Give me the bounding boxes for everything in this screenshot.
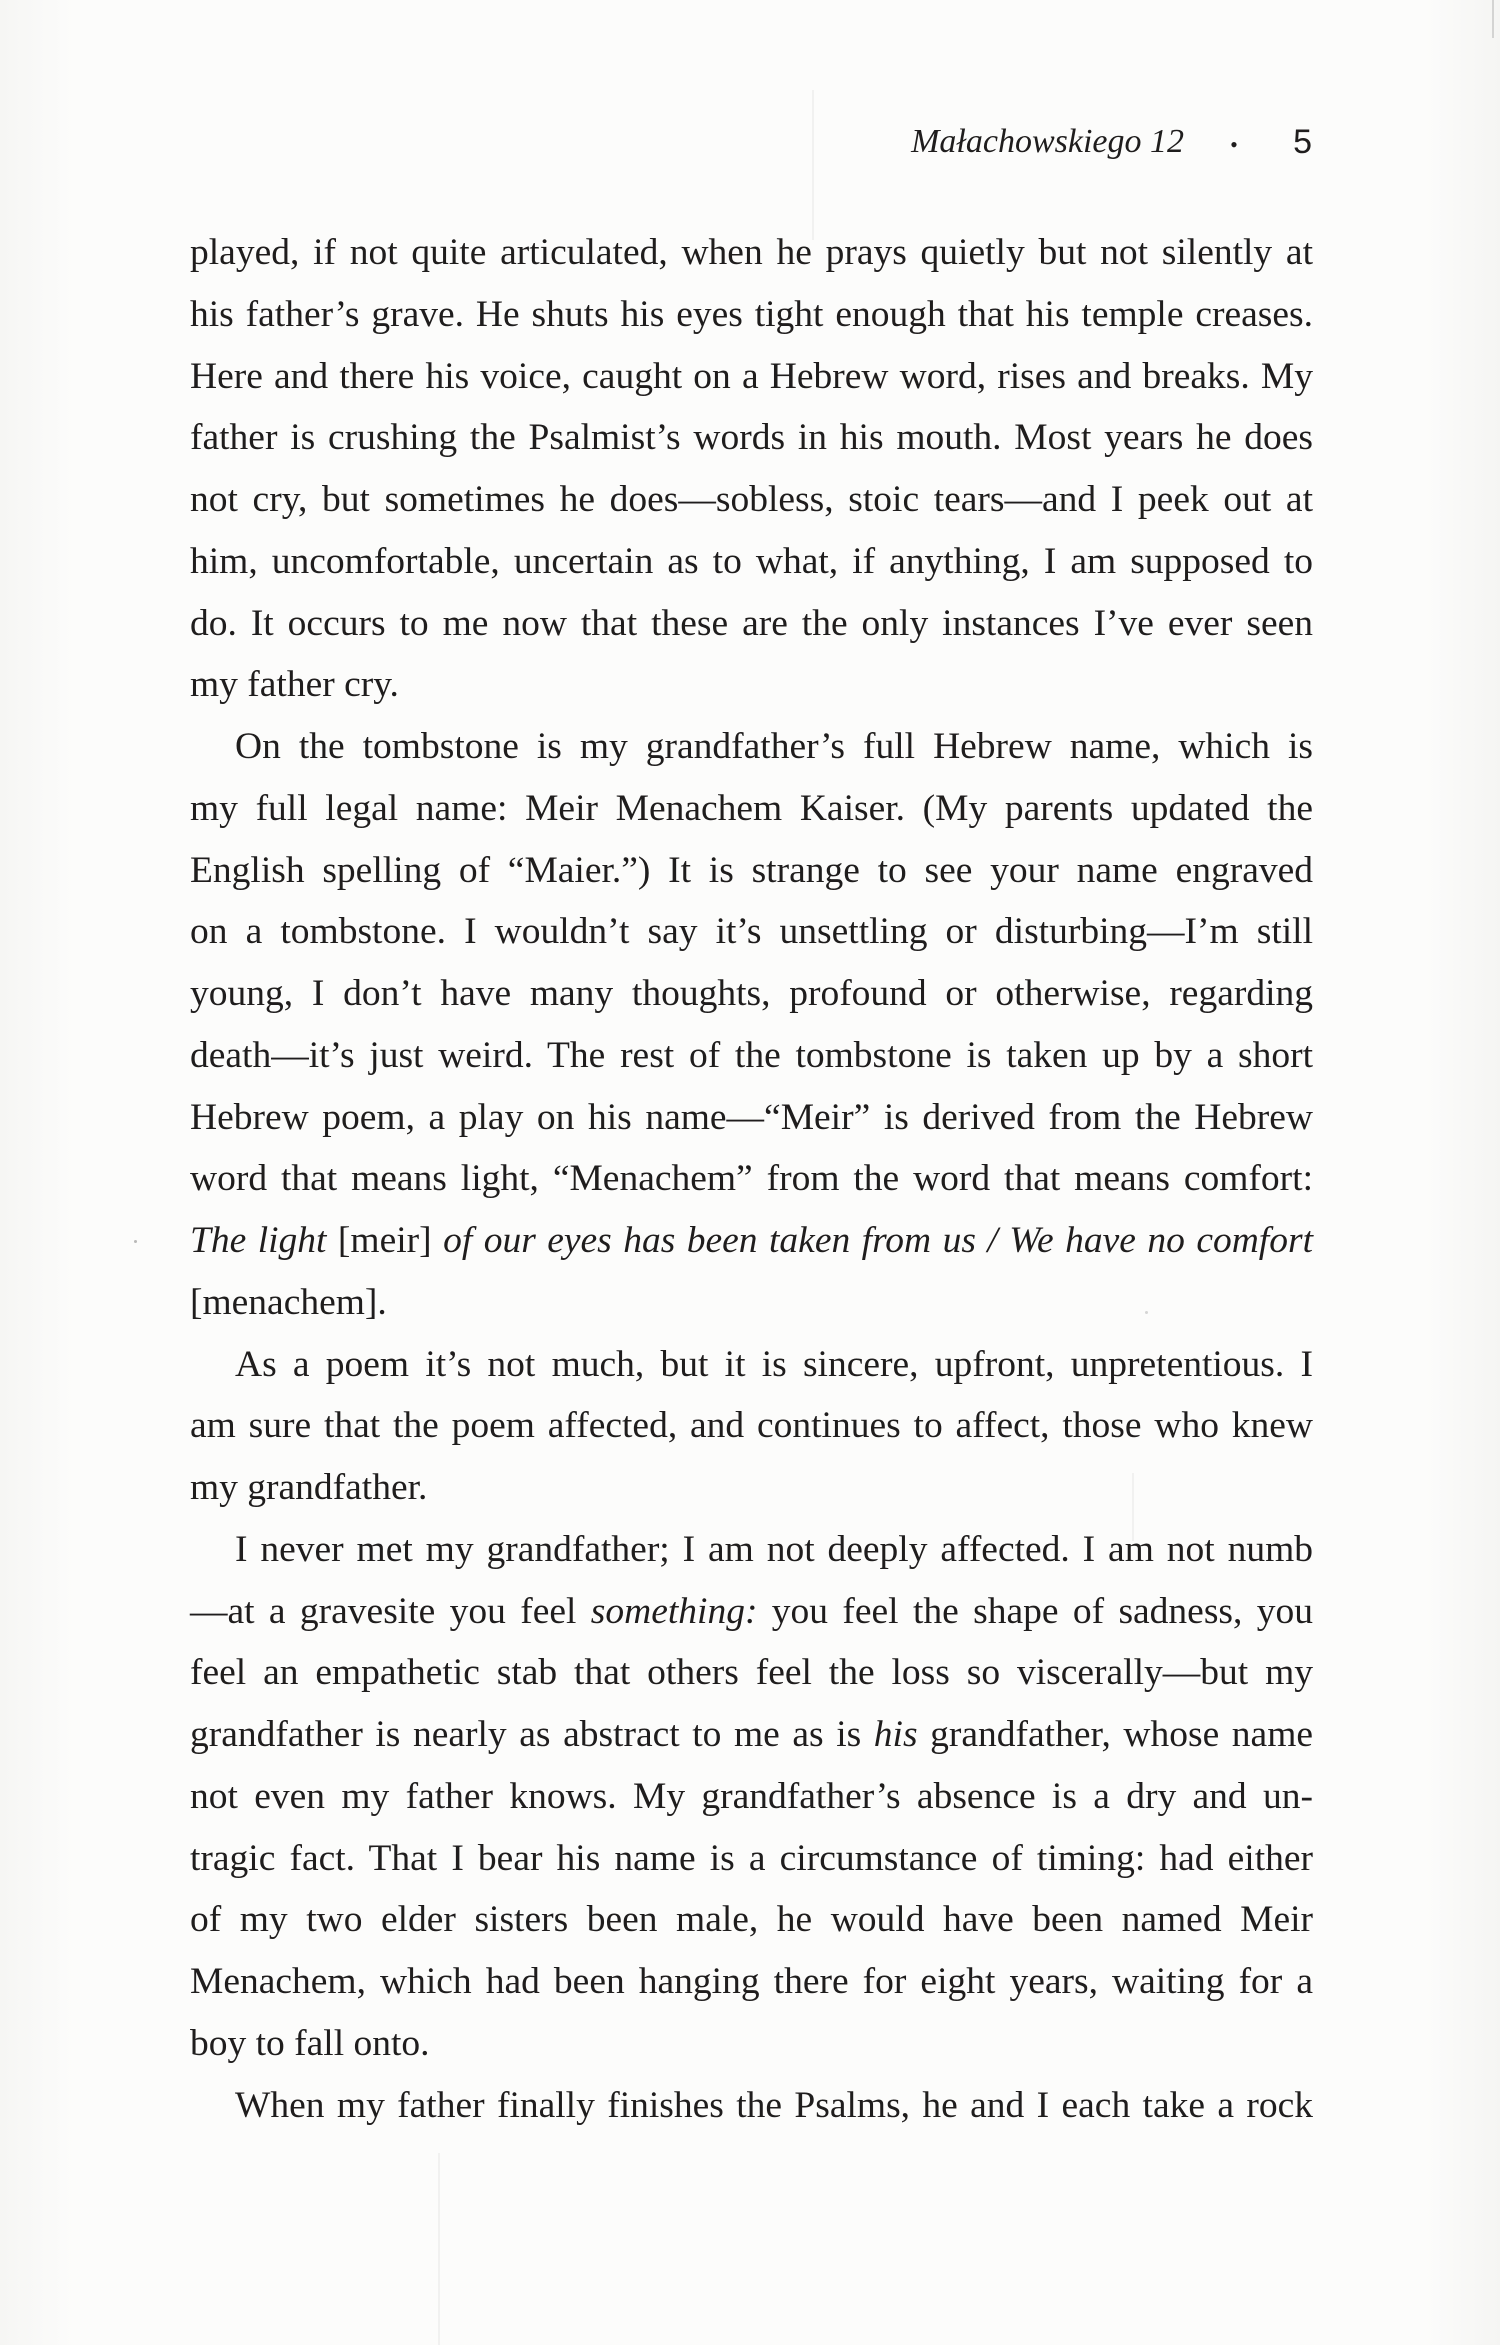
text-line: my father cry. (190, 664, 399, 706)
paragraph (190, 716, 1313, 1334)
italic-text: The light (190, 1220, 327, 1261)
text-line: tragic fact. That I bear his name is a circumstance of timing: had either (190, 1837, 1313, 1879)
text-line: English spelling of “Maier.”) It is strange to see your name engraved (190, 849, 1313, 891)
text-line: On the tombstone is my grandfather’s full Hebrew name, which is (235, 726, 1313, 767)
text-line: boy to fall onto. (190, 2022, 430, 2064)
text-line: Hebrew poem, a play on his name—“Meir” is derived from the Hebrew (190, 1096, 1313, 1138)
text-line: Here and there his voice, caught on a Hebrew word, rises and breaks. My (190, 355, 1313, 397)
text-segment: grandfather is nearly as abstract to me as is (190, 1714, 874, 1755)
text-segment: grandfather, whose name (917, 1714, 1314, 1755)
running-title: Małachowskiego 12 (911, 123, 1184, 160)
header-separator: • (1230, 132, 1238, 157)
paragraph (190, 2075, 1313, 2137)
text-line (190, 1210, 1313, 1272)
text-line: on a tombstone. I wouldn’t say it’s unsettling or disturbing—I’m still (190, 911, 1313, 953)
bracketed-text: [meir] (326, 1220, 444, 1261)
text-line: not even my father knows. My grandfather’s absence is a dry and un- (190, 1775, 1313, 1817)
text-line: not cry, but sometimes he does—sobless, stoic tears—and I peek out at (190, 479, 1313, 520)
page-number: 5 (1293, 123, 1312, 161)
text-line: Menachem, which had been hanging there for eight years, waiting for a (190, 1961, 1313, 2002)
paragraph (190, 1334, 1313, 1519)
text-line: my grandfather. (190, 1467, 428, 1508)
text-line: death—it’s just weird. The rest of the tombstone is taken up by a short (190, 1034, 1313, 1076)
italic-text: something: (590, 1590, 758, 1632)
italic-text: his (873, 1714, 918, 1755)
text-line: I never met my grandfather; I am not deeply affected. I am not numb (235, 1528, 1313, 1570)
text-line: father is crushing the Psalmist’s words in his mouth. Most years he does (190, 417, 1313, 459)
text-line: When my father finally finishes the Psalms, he and I each take a rock (235, 2084, 1313, 2126)
text-line (190, 1704, 1313, 1766)
body-text (190, 222, 1313, 2136)
running-head (0, 0, 1500, 200)
text-line: do. It occurs to me now that these are the only instances I’ve ever seen (190, 602, 1313, 644)
text-line: young, I don’t have many thoughts, profound or otherwise, regarding (190, 973, 1313, 1014)
text-line: of my two elder sisters been male, he would have been named Meir (190, 1899, 1313, 1941)
text-line: As a poem it’s not much, but it is sincere, upfront, unpretentious. I (235, 1343, 1313, 1385)
text-line (190, 1581, 1313, 1643)
text-line: played, if not quite articulated, when he prays quietly but not silently at (190, 232, 1313, 273)
text-line: my full legal name: Meir Menachem Kaiser. (My parents updated the (190, 787, 1313, 829)
text-segment: —at a gravesite you feel (190, 1590, 591, 1632)
text-line: am sure that the poem affected, and continues to affect, those who knew (190, 1405, 1313, 1447)
paragraph (190, 222, 1313, 716)
text-segment: you feel the shape of sadness, you (757, 1590, 1313, 1632)
paragraph (190, 1519, 1313, 2075)
scan-speck (134, 1240, 137, 1243)
text-line: feel an empathetic stab that others feel the loss so viscerally—but my (190, 1652, 1313, 1694)
scan-artifact (438, 2153, 440, 2345)
text-line: word that means light, “Menachem” from the word that means comfort: (190, 1158, 1313, 1200)
text-line: [menachem]. (190, 1281, 387, 1323)
text-line: him, uncomfortable, uncertain as to what, if anything, I am supposed to (190, 540, 1313, 582)
text-line: his father’s grave. He shuts his eyes tight enough that his temple creases. (190, 293, 1313, 335)
italic-text: of our eyes has been taken from us / We have no comfort (443, 1220, 1313, 1261)
